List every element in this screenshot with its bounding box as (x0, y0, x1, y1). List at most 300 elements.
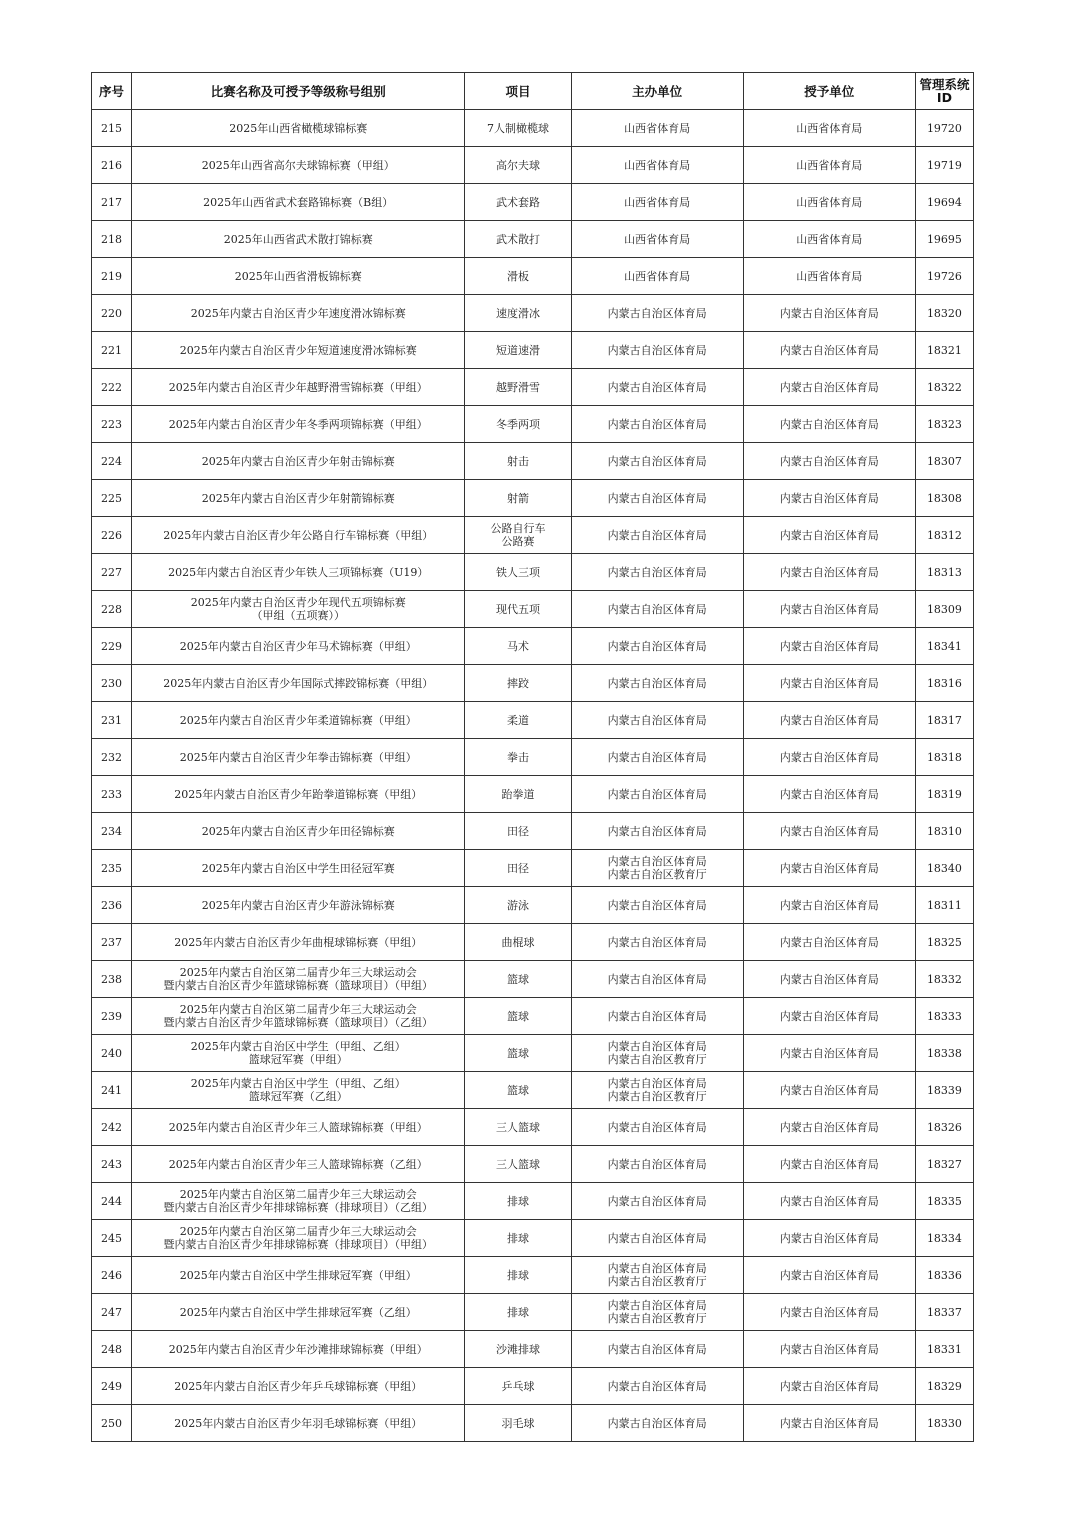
cell-id: 18323 (915, 406, 973, 443)
cell-name-line: 2025年内蒙古自治区青少年射箭锦标赛 (201, 491, 395, 505)
cell-name-line: 2025年内蒙古自治区第二届青少年三大球运动会 (179, 1003, 417, 1016)
cell-grant (743, 998, 915, 1035)
cell-host (571, 998, 743, 1035)
table-row (92, 1072, 974, 1109)
cell-grant (743, 1331, 915, 1368)
cell-host (571, 1072, 743, 1109)
cell-host-line: 内蒙古自治区体育局 (607, 1194, 707, 1208)
cell-host-line: 内蒙古自治区体育局 (607, 935, 707, 949)
cell-item (465, 517, 571, 554)
cell-host-line: 内蒙古自治区体育局 (607, 1262, 707, 1275)
cell-name-line: 2025年内蒙古自治区青少年田径锦标赛 (201, 824, 395, 838)
cell-no: 215 (92, 110, 132, 147)
cell-grant (743, 739, 915, 776)
cell-name (132, 1294, 465, 1331)
cell-id: 18309 (915, 591, 973, 628)
cell-grant (743, 924, 915, 961)
cell-no: 238 (92, 961, 132, 998)
cell-no: 246 (92, 1257, 132, 1294)
cell-no: 250 (92, 1405, 132, 1442)
cell-grant-line: 内蒙古自治区体育局 (779, 380, 879, 394)
table-row (92, 961, 974, 998)
cell-no: 227 (92, 554, 132, 591)
cell-name-line: 暨内蒙古自治区青少年排球锦标赛（排球项目）（乙组） (163, 1201, 433, 1214)
cell-no: 220 (92, 295, 132, 332)
cell-item (465, 850, 571, 887)
cell-host-line: 内蒙古自治区体育局 (607, 972, 707, 986)
table-body (92, 110, 974, 1442)
cell-item-line: 排球 (506, 1194, 529, 1208)
cell-grant (743, 295, 915, 332)
cell-name (132, 628, 465, 665)
cell-no: 231 (92, 702, 132, 739)
cell-no: 217 (92, 184, 132, 221)
cell-id: 18313 (915, 554, 973, 591)
cell-no: 244 (92, 1183, 132, 1220)
cell-name (132, 369, 465, 406)
cell-host (571, 850, 743, 887)
cell-grant-line: 内蒙古自治区体育局 (779, 1194, 879, 1208)
header-grant: 授予单位 (743, 73, 915, 110)
cell-id: 18335 (915, 1183, 973, 1220)
cell-host (571, 221, 743, 258)
header-id (915, 73, 973, 110)
cell-grant (743, 1072, 915, 1109)
cell-grant-line: 内蒙古自治区体育局 (779, 602, 879, 616)
cell-name-line: 暨内蒙古自治区青少年篮球锦标赛（篮球项目）（甲组） (163, 979, 433, 992)
cell-name (132, 443, 465, 480)
cell-name-line: （甲组（五项赛）） (251, 609, 345, 622)
cell-host (571, 702, 743, 739)
cell-name (132, 850, 465, 887)
cell-no: 248 (92, 1331, 132, 1368)
cell-grant-line: 内蒙古自治区体育局 (779, 1305, 879, 1319)
cell-grant (743, 332, 915, 369)
cell-grant-line: 山西省体育局 (796, 195, 863, 209)
cell-no: 232 (92, 739, 132, 776)
cell-no: 237 (92, 924, 132, 961)
table-row (92, 1146, 974, 1183)
cell-name (132, 665, 465, 702)
cell-item-line: 冬季两项 (495, 417, 540, 431)
table-row (92, 628, 974, 665)
cell-name-line: 2025年内蒙古自治区青少年曲棍球锦标赛（甲组） (174, 935, 423, 949)
cell-name-line: 2025年内蒙古自治区青少年射击锦标赛 (201, 454, 395, 468)
cell-id: 18327 (915, 1146, 973, 1183)
cell-host-line: 内蒙古自治区体育局 (607, 528, 707, 542)
cell-name-line: 2025年内蒙古自治区青少年沙滩排球锦标赛（甲组） (168, 1342, 428, 1356)
cell-grant-line: 内蒙古自治区体育局 (779, 935, 879, 949)
cell-grant-line: 内蒙古自治区体育局 (779, 1009, 879, 1023)
cell-id: 18334 (915, 1220, 973, 1257)
cell-name (132, 998, 465, 1035)
cell-no: 233 (92, 776, 132, 813)
cell-name (132, 961, 465, 998)
cell-host-line: 内蒙古自治区教育厅 (607, 1312, 707, 1325)
cell-item-line: 篮球 (506, 1009, 529, 1023)
cell-host (571, 1294, 743, 1331)
cell-no: 234 (92, 813, 132, 850)
cell-item-line: 马术 (506, 639, 529, 653)
cell-item-line: 拳击 (506, 750, 529, 764)
cell-grant (743, 110, 915, 147)
cell-item (465, 1072, 571, 1109)
cell-name-line: 2025年内蒙古自治区青少年现代五项锦标赛 (190, 596, 406, 609)
cell-host (571, 665, 743, 702)
cell-item (465, 887, 571, 924)
table-row (92, 702, 974, 739)
cell-name-line: 2025年内蒙古自治区第二届青少年三大球运动会 (179, 1225, 417, 1238)
cell-name (132, 1035, 465, 1072)
cell-name-line: 2025年山西省武术套路锦标赛（B组） (203, 195, 394, 209)
cell-item (465, 1035, 571, 1072)
header-item: 项目 (465, 73, 571, 110)
cell-host-line: 内蒙古自治区体育局 (607, 1009, 707, 1023)
cell-item (465, 813, 571, 850)
cell-name-line: 2025年内蒙古自治区青少年短道速度滑冰锦标赛 (179, 343, 417, 357)
cell-grant-line: 内蒙古自治区体育局 (779, 565, 879, 579)
cell-name-line: 2025年内蒙古自治区青少年越野滑雪锦标赛（甲组） (168, 380, 428, 394)
cell-host-line: 内蒙古自治区体育局 (607, 1342, 707, 1356)
cell-item-line: 乒乓球 (501, 1379, 535, 1393)
table-row (92, 1035, 974, 1072)
cell-id: 18332 (915, 961, 973, 998)
cell-host (571, 1183, 743, 1220)
cell-no: 229 (92, 628, 132, 665)
cell-name (132, 1405, 465, 1442)
cell-name (132, 776, 465, 813)
cell-name (132, 702, 465, 739)
cell-host (571, 628, 743, 665)
cell-host-line: 内蒙古自治区教育厅 (607, 1275, 707, 1288)
cell-name-line: 2025年山西省武术散打锦标赛 (223, 232, 373, 246)
cell-name (132, 295, 465, 332)
cell-id: 18326 (915, 1109, 973, 1146)
header-name: 比赛名称及可授予等级称号组别 (132, 73, 465, 110)
cell-id: 19695 (915, 221, 973, 258)
cell-id: 18336 (915, 1257, 973, 1294)
cell-grant (743, 147, 915, 184)
cell-item (465, 295, 571, 332)
cell-item (465, 776, 571, 813)
cell-id: 18321 (915, 332, 973, 369)
cell-no: 243 (92, 1146, 132, 1183)
cell-grant-line: 山西省体育局 (796, 121, 863, 135)
cell-item (465, 702, 571, 739)
cell-name (132, 406, 465, 443)
cell-id: 18325 (915, 924, 973, 961)
cell-name-line: 暨内蒙古自治区青少年排球锦标赛（排球项目）（甲组） (163, 1238, 433, 1251)
cell-name-line: 2025年内蒙古自治区青少年柔道锦标赛（甲组） (179, 713, 417, 727)
cell-name-line: 2025年山西省滑板锦标赛 (234, 269, 362, 283)
cell-grant (743, 591, 915, 628)
cell-grant (743, 184, 915, 221)
cell-id: 19720 (915, 110, 973, 147)
cell-host-line: 山西省体育局 (624, 232, 691, 246)
cell-grant-line: 内蒙古自治区体育局 (779, 787, 879, 801)
table-row (92, 480, 974, 517)
cell-item (465, 665, 571, 702)
cell-name-line: 篮球冠军赛（乙组） (248, 1090, 348, 1103)
cell-no: 239 (92, 998, 132, 1035)
cell-no: 236 (92, 887, 132, 924)
cell-id: 18308 (915, 480, 973, 517)
cell-host (571, 591, 743, 628)
cell-host-line: 山西省体育局 (624, 195, 691, 209)
cell-item (465, 924, 571, 961)
cell-item (465, 1146, 571, 1183)
table-row (92, 1331, 974, 1368)
cell-name (132, 480, 465, 517)
cell-grant (743, 480, 915, 517)
cell-no: 235 (92, 850, 132, 887)
cell-item (465, 591, 571, 628)
cell-host-line: 内蒙古自治区体育局 (607, 1416, 707, 1430)
cell-name-line: 2025年内蒙古自治区中学生（甲组、乙组） (190, 1077, 406, 1090)
cell-host (571, 1331, 743, 1368)
cell-name-line: 2025年内蒙古自治区青少年铁人三项锦标赛（U19） (168, 565, 429, 579)
cell-name-line: 暨内蒙古自治区青少年篮球锦标赛（篮球项目）（乙组） (163, 1016, 433, 1029)
cell-grant-line: 内蒙古自治区体育局 (779, 306, 879, 320)
cell-item-line: 曲棍球 (501, 935, 535, 949)
cell-host-line: 内蒙古自治区体育局 (607, 565, 707, 579)
cell-grant (743, 1368, 915, 1405)
cell-host-line: 内蒙古自治区体育局 (607, 750, 707, 764)
cell-item-line: 公路自行车 (490, 522, 546, 535)
cell-grant-line: 内蒙古自治区体育局 (779, 491, 879, 505)
cell-grant (743, 1183, 915, 1220)
table-row (92, 1183, 974, 1220)
cell-name (132, 1146, 465, 1183)
cell-id: 18341 (915, 628, 973, 665)
cell-grant-line: 内蒙古自治区体育局 (779, 639, 879, 653)
cell-name-line: 2025年内蒙古自治区第二届青少年三大球运动会 (179, 1188, 417, 1201)
cell-grant-line: 内蒙古自治区体育局 (779, 1268, 879, 1282)
cell-grant-line: 内蒙古自治区体育局 (779, 824, 879, 838)
cell-grant (743, 961, 915, 998)
table-row (92, 443, 974, 480)
cell-name (132, 591, 465, 628)
cell-item-line: 三人篮球 (495, 1120, 540, 1134)
cell-item-line: 射箭 (506, 491, 529, 505)
cell-grant-line: 内蒙古自治区体育局 (779, 1083, 879, 1097)
cell-id: 18330 (915, 1405, 973, 1442)
cell-item-line: 短道速滑 (495, 343, 540, 357)
cell-no: 230 (92, 665, 132, 702)
cell-no: 225 (92, 480, 132, 517)
cell-host-line: 内蒙古自治区体育局 (607, 787, 707, 801)
table-row (92, 813, 974, 850)
cell-name (132, 258, 465, 295)
cell-item (465, 258, 571, 295)
cell-id: 18318 (915, 739, 973, 776)
cell-id: 18329 (915, 1368, 973, 1405)
cell-item (465, 1109, 571, 1146)
cell-item (465, 628, 571, 665)
cell-grant (743, 850, 915, 887)
cell-host-line: 内蒙古自治区体育局 (607, 1120, 707, 1134)
cell-host (571, 924, 743, 961)
cell-grant (743, 702, 915, 739)
cell-name (132, 813, 465, 850)
cell-host (571, 147, 743, 184)
cell-name-line: 2025年内蒙古自治区青少年三人篮球锦标赛（乙组） (168, 1157, 428, 1171)
cell-no: 226 (92, 517, 132, 554)
cell-item (465, 998, 571, 1035)
cell-item-line: 越野滑雪 (495, 380, 540, 394)
cell-host-line: 内蒙古自治区体育局 (607, 855, 707, 868)
table-row (92, 332, 974, 369)
cell-host-line: 内蒙古自治区教育厅 (607, 868, 707, 881)
cell-grant (743, 1035, 915, 1072)
table-row (92, 1294, 974, 1331)
cell-grant-line: 内蒙古自治区体育局 (779, 1379, 879, 1393)
cell-item (465, 1368, 571, 1405)
cell-grant-line: 内蒙古自治区体育局 (779, 1231, 879, 1245)
cell-item-line: 现代五项 (495, 602, 540, 616)
cell-grant (743, 813, 915, 850)
header-row (92, 73, 974, 110)
table-row (92, 221, 974, 258)
cell-grant (743, 665, 915, 702)
cell-grant-line: 内蒙古自治区体育局 (779, 454, 879, 468)
cell-host (571, 776, 743, 813)
table-row (92, 924, 974, 961)
cell-host (571, 406, 743, 443)
table-row (92, 517, 974, 554)
table-row (92, 1220, 974, 1257)
cell-grant (743, 776, 915, 813)
cell-name (132, 924, 465, 961)
cell-grant-line: 内蒙古自治区体育局 (779, 898, 879, 912)
cell-grant-line: 内蒙古自治区体育局 (779, 1120, 879, 1134)
cell-host-line: 内蒙古自治区体育局 (607, 1077, 707, 1090)
cell-grant (743, 628, 915, 665)
cell-id: 19694 (915, 184, 973, 221)
table-row (92, 998, 974, 1035)
cell-item (465, 1257, 571, 1294)
cell-name (132, 517, 465, 554)
cell-item-line: 速度滑冰 (495, 306, 540, 320)
cell-host (571, 1405, 743, 1442)
cell-item (465, 110, 571, 147)
cell-grant-line: 内蒙古自治区体育局 (779, 750, 879, 764)
cell-no: 245 (92, 1220, 132, 1257)
cell-item (465, 961, 571, 998)
cell-name (132, 1183, 465, 1220)
cell-item-line: 田径 (506, 824, 529, 838)
cell-grant (743, 887, 915, 924)
cell-name (132, 1331, 465, 1368)
cell-grant-line: 内蒙古自治区体育局 (779, 861, 879, 875)
cell-host-line: 内蒙古自治区体育局 (607, 417, 707, 431)
cell-host-line: 内蒙古自治区体育局 (607, 1379, 707, 1393)
cell-name-line: 2025年内蒙古自治区第二届青少年三大球运动会 (179, 966, 417, 979)
cell-item-line: 公路赛 (501, 535, 535, 548)
cell-grant (743, 1109, 915, 1146)
cell-item (465, 554, 571, 591)
table-row (92, 110, 974, 147)
cell-grant-line: 内蒙古自治区体育局 (779, 417, 879, 431)
cell-grant-line: 山西省体育局 (796, 158, 863, 172)
cell-no: 242 (92, 1109, 132, 1146)
cell-name (132, 332, 465, 369)
cell-name-line: 2025年内蒙古自治区青少年公路自行车锦标赛（甲组） (163, 528, 434, 542)
table-row (92, 258, 974, 295)
cell-host-line: 内蒙古自治区体育局 (607, 306, 707, 320)
cell-grant (743, 554, 915, 591)
table-row (92, 147, 974, 184)
cell-item-line: 高尔夫球 (495, 158, 540, 172)
cell-name-line: 2025年内蒙古自治区青少年拳击锦标赛（甲组） (179, 750, 417, 764)
cell-name-line: 2025年山西省橄榄球锦标赛 (229, 121, 368, 135)
cell-grant (743, 221, 915, 258)
table-row (92, 850, 974, 887)
table-header (92, 73, 974, 110)
cell-host (571, 1220, 743, 1257)
cell-grant (743, 406, 915, 443)
cell-grant (743, 258, 915, 295)
cell-item (465, 1183, 571, 1220)
cell-host (571, 739, 743, 776)
cell-host (571, 887, 743, 924)
cell-host (571, 480, 743, 517)
cell-host-line: 内蒙古自治区体育局 (607, 1299, 707, 1312)
table-row (92, 665, 974, 702)
cell-item-line: 柔道 (506, 713, 529, 727)
cell-host (571, 332, 743, 369)
cell-id: 18317 (915, 702, 973, 739)
cell-host-line: 内蒙古自治区体育局 (607, 713, 707, 727)
cell-name (132, 147, 465, 184)
cell-host (571, 1368, 743, 1405)
cell-grant (743, 1220, 915, 1257)
cell-host (571, 1035, 743, 1072)
cell-item (465, 147, 571, 184)
cell-name-line: 2025年内蒙古自治区青少年游泳锦标赛 (201, 898, 395, 912)
cell-host (571, 443, 743, 480)
cell-name (132, 1072, 465, 1109)
cell-item-line: 排球 (506, 1231, 529, 1245)
cell-id: 19719 (915, 147, 973, 184)
cell-item-line: 滑板 (506, 269, 529, 283)
cell-grant (743, 1405, 915, 1442)
cell-no: 218 (92, 221, 132, 258)
cell-item (465, 1331, 571, 1368)
cell-host (571, 1109, 743, 1146)
cell-host (571, 1146, 743, 1183)
cell-item (465, 1294, 571, 1331)
cell-id: 18333 (915, 998, 973, 1035)
cell-name (132, 1220, 465, 1257)
cell-item-line: 武术套路 (495, 195, 540, 209)
cell-name-line: 2025年内蒙古自治区青少年马术锦标赛（甲组） (179, 639, 417, 653)
cell-item-line: 射击 (506, 454, 529, 468)
cell-host (571, 369, 743, 406)
cell-grant-line: 内蒙古自治区体育局 (779, 676, 879, 690)
cell-host (571, 184, 743, 221)
cell-grant-line: 内蒙古自治区体育局 (779, 343, 879, 357)
cell-host-line: 山西省体育局 (624, 269, 691, 283)
cell-name (132, 1257, 465, 1294)
cell-name (132, 1109, 465, 1146)
cell-name (132, 1368, 465, 1405)
cell-host (571, 258, 743, 295)
cell-grant-line: 内蒙古自治区体育局 (779, 1342, 879, 1356)
cell-host-line: 内蒙古自治区体育局 (607, 639, 707, 653)
cell-no: 224 (92, 443, 132, 480)
cell-name (132, 887, 465, 924)
